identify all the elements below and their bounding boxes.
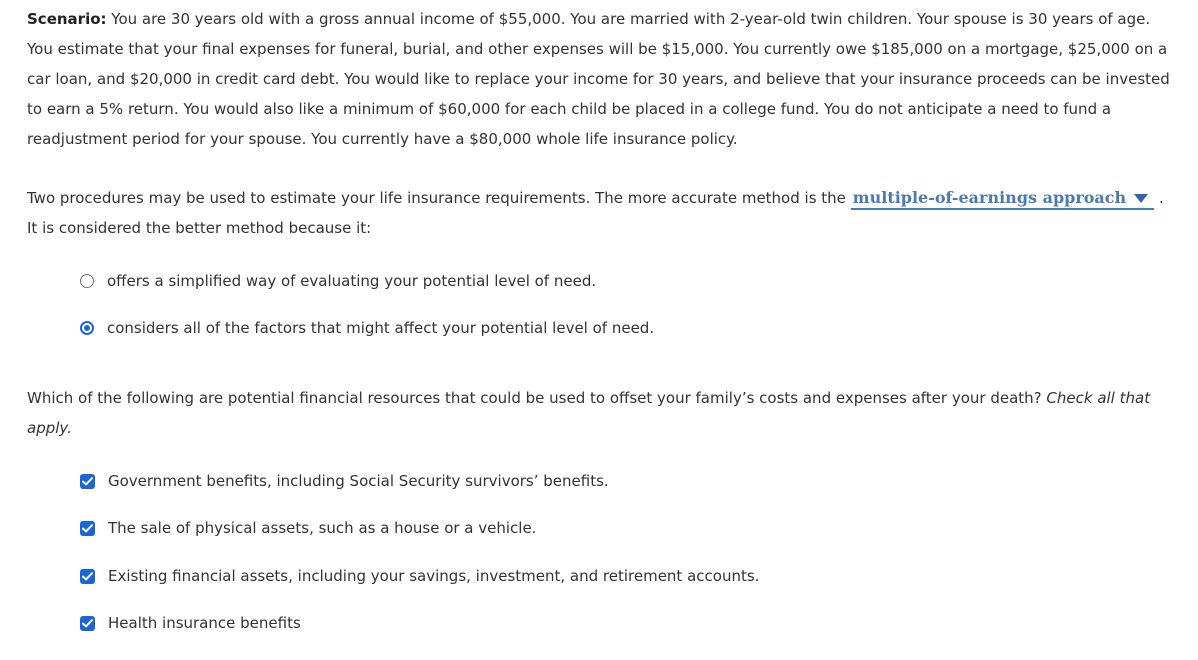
- scenario-text: You are 30 years old with a gross annual income of $55,000. You are married with 2-year-old twin children. Your spouse is 30 years of age. You estimate that your final expenses for funeral, burial, and other expenses will be $15,000. You currently owe $185,000 on a mortgage, $25,000 on a car loan, and $20,000 in credit card debt. You would like to replace your income for 30 years, and believe that your insurance proceeds can be invested to earn a 5% return. You would also like a minimum of $60,000 for each child be placed in a college fund. You do not anticipate a need to fund a readjustment period for your spouse. You currently have a $80,000 whole life insurance policy.: [27, 10, 1170, 148]
- method-dropdown-value: multiple-of-earnings approach: [852, 188, 1127, 207]
- checkbox-option-health-insurance[interactable]: [80, 613, 301, 633]
- question-2-instruction: Check all that apply.: [27, 389, 1151, 437]
- question-1-prefix: Two procedures may be used to estimate your life insurance requirements. The more accurate method is the: [27, 189, 851, 207]
- radio-option-label: offers a simplified way of evaluating your potential level of need.: [107, 272, 597, 290]
- checkbox-option-label: Health insurance benefits: [108, 614, 301, 632]
- scenario-paragraph: [27, 4, 1177, 154]
- radio-option-all-factors[interactable]: [80, 318, 654, 338]
- scenario-label: Scenario:: [27, 10, 107, 28]
- caret-down-icon: [1134, 194, 1148, 203]
- checkbox[interactable]: [80, 521, 95, 536]
- radio-button[interactable]: [80, 274, 94, 288]
- checkmark-icon: [82, 619, 93, 628]
- question-1-text: [27, 183, 1177, 243]
- checkbox-option-government-benefits[interactable]: [80, 471, 609, 491]
- question-2-text: [27, 383, 1177, 443]
- checkmark-icon: [82, 572, 93, 581]
- checkbox[interactable]: [80, 569, 95, 584]
- question-1-suffix: .: [1154, 189, 1164, 207]
- checkmark-icon: [82, 524, 93, 533]
- question-1-line2: It is considered the better method because it:: [27, 219, 372, 237]
- checkbox-option-physical-assets[interactable]: [80, 518, 536, 538]
- radio-option-simplified[interactable]: [80, 271, 596, 291]
- radio-option-label: considers all of the factors that might affect your potential level of need.: [107, 319, 655, 337]
- checkbox-option-financial-assets[interactable]: [80, 566, 759, 586]
- checkbox[interactable]: [80, 616, 95, 631]
- checkmark-icon: [82, 477, 93, 486]
- checkbox-option-label: The sale of physical assets, such as a house or a vehicle.: [108, 519, 537, 537]
- question-2-body: Which of the following are potential financial resources that could be used to offset your family’s costs and expenses after your death?: [27, 389, 1047, 407]
- checkbox-option-label: Government benefits, including Social Security survivors’ benefits.: [108, 472, 609, 490]
- checkbox[interactable]: [80, 474, 95, 489]
- checkbox-option-label: Existing financial assets, including your savings, investment, and retirement accounts.: [108, 567, 760, 585]
- method-dropdown[interactable]: [851, 188, 1155, 210]
- radio-button-selected[interactable]: [80, 321, 94, 335]
